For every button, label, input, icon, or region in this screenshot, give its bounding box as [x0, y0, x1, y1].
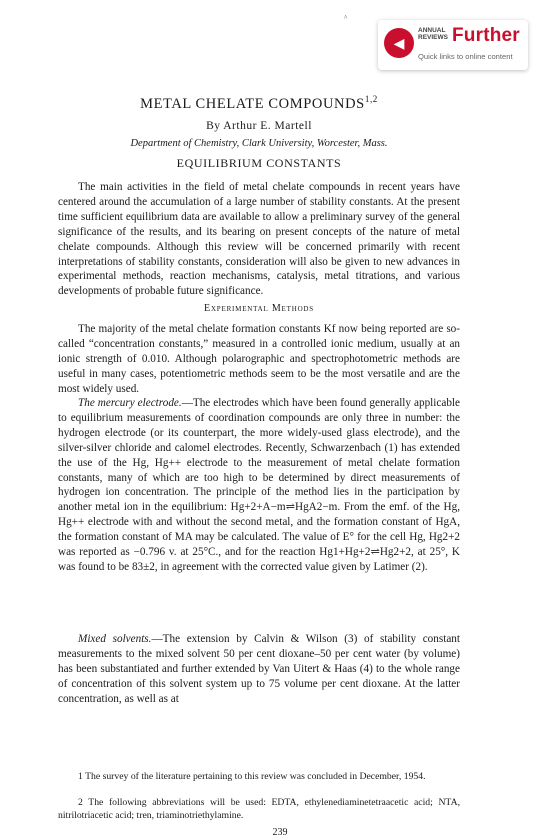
mercury-text: —The electrodes which have been found generally applicable to equilibrium measurements of coordination compounds are only three in number: the hydrogen electrode (or its counterpart, the more widely-used glass electrode), and the silver-silver chloride and calomel electrodes. Recently, Schwarzenbach (1) has extended the use of the Hg, Hg++ electrode to the measurement of metal chelate formation constants, many of which are too high to be determined by direct measurements of hydrogen ion concentration. The principle of the method lies in the participation by another metal ion in the equilibrium: Hg+2+A−m⇌HgA2−m. From the emf. of the Hg, Hg++ electrode with and without the second metal, and the formation constant of HgA, the formation constant of MA may be calculated. The value of E° for the cell Hg, Hg2+2 was reported as −0.796 v. at 25°C., and for the reaction Hg1+Hg+2⇌Hg2+2, at 25°, K was found to be 83±2, in agreement with the corrected value given by Latimer (2).	[58, 397, 460, 573]
footnote-2: 2 The following abbreviations will be used: EDTA, ethylenediaminetetraacetic acid; NTA, nitrilotriacetic acid; tren, triaminotriethylamine.	[58, 797, 460, 821]
affiliation: Department of Chemistry, Clark University, Worcester, Mass.	[130, 138, 388, 149]
title-text: METAL CHELATE COMPOUNDS	[140, 95, 365, 112]
paragraph-intro: The main activities in the field of metal chelate compounds in recent years have centered around the accumulation of a large number of stability constants. At the present time sufficient equilibrium data are available to allow a preliminary survey of the general significance of the results, and its bearing on present concepts of the nature of metal chelate compounds. Although this review will be concerned primarily with recent interpretations of stability constants, consideration will also be given to new advances in experimental methods, reaction mechanisms, catalysis, metal titrations, and various developments of probable future significance.	[58, 181, 460, 298]
paragraph-methods: The majority of the metal chelate formation constants Kf now being reported are so-called “concentration constants,” measured in a controlled ionic medium, usually at an ionic strength of 0.010. Although polarographic and spectrophotometric methods are useful in many cases, potentiometric methods seem to be the most versatile and are the most widely used.	[58, 323, 460, 395]
play-arrow-icon[interactable]: ◀	[384, 28, 414, 58]
further-banner[interactable]	[378, 20, 528, 70]
quick-links-tagline[interactable]: Quick links to online content	[418, 52, 513, 61]
author-line: By Arthur E. Martell	[206, 120, 312, 132]
footnote-1: 1 The survey of the literature pertaining to this review was concluded in December, 1954.	[78, 771, 426, 782]
section-heading: EQUILIBRIUM CONSTANTS	[176, 156, 342, 170]
runin-heading-mercury: The mercury electrode.	[78, 397, 182, 409]
page-number: 239	[272, 827, 288, 838]
paragraph-mixed-solvents	[58, 632, 460, 707]
article-title	[58, 94, 460, 113]
subsection-heading: Experimental Methods	[204, 303, 314, 314]
mixed-text: —The extension by Calvin & Wilson (3) of stability constant measurements to the mixed solvent 50 per cent dioxane–50 per cent water (by volume) has been substantiated and further extended by Van Uitert & Haas (4) to the whole range of concentration of this solvent system up to 75 volume per cent dioxane. At the latter concentration, as well as at	[58, 633, 460, 705]
publisher-line-1: ANNUAL	[418, 27, 446, 34]
publisher-line-2: REVIEWS	[418, 34, 448, 41]
title-footnote-refs: 1,2	[364, 94, 378, 104]
paragraph-mercury-electrode	[58, 396, 460, 575]
corner-mark: ^	[344, 14, 348, 22]
runin-heading-mixed: Mixed solvents.	[78, 633, 152, 645]
further-brand[interactable]: Further	[452, 25, 520, 46]
